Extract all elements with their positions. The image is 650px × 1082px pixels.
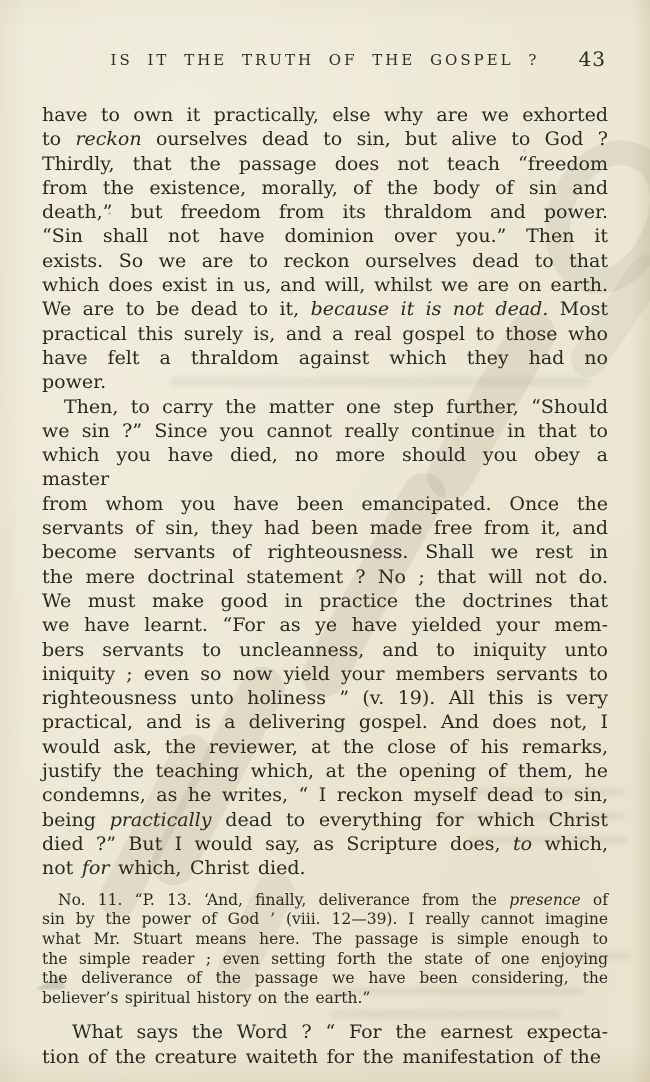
text-line: [42, 443, 608, 492]
text-line: [42, 891, 608, 911]
text-segment: of: [580, 890, 608, 909]
text-segment: from whom you have been emancipated. Once the: [42, 492, 608, 515]
text-line: [42, 832, 608, 856]
text-line: [42, 152, 608, 176]
text-segment: condemns, as he writes, “ I reckon myself dead to sin,: [42, 784, 608, 807]
italic-text-segment: presence: [509, 890, 581, 909]
text-segment: iniquity ; even so now yield your members servants to: [42, 662, 608, 685]
text-line: [42, 856, 608, 880]
text-segment: believer’s spiritual history on the earth.”: [42, 989, 371, 1008]
text-segment: righteousness unto holiness ” (v. 19). All this is very: [42, 687, 608, 710]
text-line: [42, 686, 608, 710]
text-line: [42, 395, 608, 419]
text-line: [42, 273, 608, 297]
body-paragraph: [42, 395, 608, 881]
text-segment: which,: [532, 832, 609, 855]
text-segment: justify the teaching which, at the opening of them, he: [42, 760, 608, 783]
text-line: [42, 1020, 608, 1045]
text-segment: have to own it practically, else why are we exhorted: [42, 104, 608, 126]
text-line: [42, 297, 608, 321]
text-segment: tion of the creature waiteth for the manifestation of the: [42, 1045, 602, 1068]
text-segment: the simple reader ; even setting forth the state of one enjoying: [42, 949, 608, 968]
italic-text-segment: because it is not dead: [310, 298, 543, 321]
running-head: [42, 47, 608, 75]
text-segment: to: [42, 128, 76, 151]
text-line: [42, 492, 608, 516]
page-title: IS IT THE TRUTH OF THE GOSPEL ?: [110, 51, 540, 69]
text-line: [42, 930, 608, 950]
text-line: [42, 565, 608, 589]
text-segment: we have learnt. “For as ye have yielded your mem-: [42, 614, 608, 637]
text-segment: Thirdly, that the passage does not teach “freedom: [42, 152, 608, 175]
text-line: [42, 127, 608, 151]
text-line: [42, 249, 608, 273]
text-segment: the deliverance of the passage we have been considering, the: [42, 969, 608, 988]
text-segment: practical, and is a delivering gospel. And does not, I: [42, 711, 608, 734]
text-line: [42, 783, 608, 807]
text-segment: which you have died, no more should you obey a master: [42, 444, 608, 491]
text-segment: “Sin shall not have dominion over you.” Then it: [42, 225, 608, 248]
italic-text-segment: practically: [109, 808, 212, 831]
text-line: [42, 613, 608, 637]
text-segment: We are to be dead to it,: [42, 298, 311, 321]
text-segment: dead to everything for which Christ: [211, 808, 608, 831]
text-segment: not: [42, 857, 82, 880]
text-segment: bers servants to uncleanness, and to iniquity unto: [42, 638, 608, 661]
text-segment: the mere doctrinal statement ? No ; that will not do.: [42, 565, 608, 588]
text-segment: we sin ?” Since you cannot really continue in that to: [42, 419, 608, 442]
text-segment: What says the Word ? “ For the earnest expecta-: [72, 1020, 608, 1043]
text-segment: being: [42, 808, 110, 831]
text-line: [42, 322, 608, 346]
text-segment: would ask, the reviewer, at the close of his remarks,: [42, 735, 608, 758]
italic-text-segment: for: [81, 857, 110, 880]
text-body: [42, 103, 608, 1070]
text-segment: . Most: [542, 298, 609, 321]
text-line: [42, 969, 608, 989]
quoted-note-paragraph: [42, 891, 608, 1009]
text-segment: practical this surely is, and a real gospel to those who: [42, 322, 608, 345]
text-segment: what Mr. Stuart means here. The passage is simple enough to: [42, 929, 608, 948]
text-segment: which, Christ died.: [109, 857, 306, 880]
italic-text-segment: to: [513, 832, 533, 855]
text-line: [42, 589, 608, 613]
text-line: [42, 200, 608, 224]
text-segment: become servants of righteousness. Shall we rest in: [42, 541, 608, 564]
text-line: [42, 950, 608, 970]
body-paragraph: [42, 103, 608, 395]
text-segment: servants of sin, they had been made free from it, and: [42, 517, 608, 540]
text-segment: Then, to carry the matter one step further, “Should: [64, 395, 608, 418]
page-number: 43: [578, 47, 606, 71]
text-segment: have felt a thraldom against which they had no: [42, 346, 608, 369]
italic-text-segment: reckon: [75, 128, 142, 151]
text-line: [42, 1045, 608, 1070]
text-line: [42, 516, 608, 540]
text-segment: We must make good in practice the doctrines that: [42, 589, 608, 612]
text-segment: died ?” But I would say, as Scripture does,: [42, 832, 514, 855]
text-line: [42, 370, 608, 394]
text-line: [42, 710, 608, 734]
text-line: [42, 989, 608, 1009]
text-segment: No. 11. “P. 13. ‘And, finally, deliverance from the: [58, 890, 510, 909]
text-line: [42, 808, 608, 832]
text-segment: power.: [42, 371, 107, 394]
text-line: [42, 910, 608, 930]
body-paragraph: [42, 1020, 608, 1070]
text-segment: ourselves dead to sin, but alive to God ?: [141, 128, 608, 151]
text-line: [42, 103, 608, 127]
text-line: [42, 759, 608, 783]
text-line: [42, 540, 608, 564]
text-line: [42, 735, 608, 759]
text-segment: from the existence, morally, of the body of sin and: [42, 176, 608, 199]
text-line: [42, 638, 608, 662]
text-line: [42, 176, 608, 200]
text-line: [42, 419, 608, 443]
text-segment: sin by the power of God ’ (viii. 12—39). I really cannot imagine: [42, 910, 608, 929]
text-segment: death,” but freedom from its thraldom and power.: [42, 201, 608, 224]
text-segment: exists. So we are to reckon ourselves dead to that: [42, 249, 608, 272]
text-segment: which does exist in us, and will, whilst we are on earth.: [42, 274, 608, 297]
text-line: [42, 346, 608, 370]
text-line: [42, 224, 608, 248]
text-line: [42, 662, 608, 686]
